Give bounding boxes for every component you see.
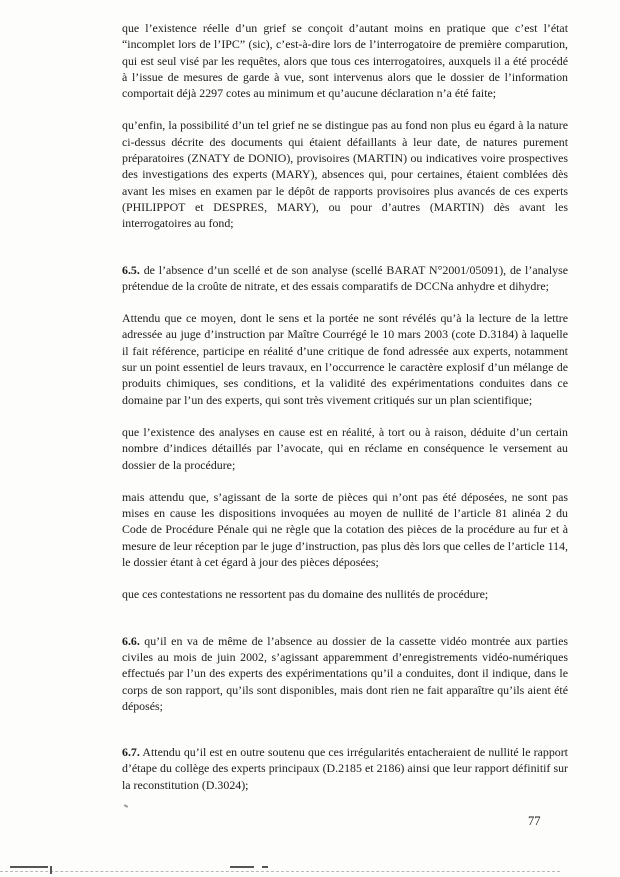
paragraph-1: que l’existence réelle d’un grief se conçoit d’autant moins en pratique que c’est l’état “incomplet lors de l’IPC” (sic), c’est-à-dire lors de l’interrogatoire de première comparution, qui est seul visé par les requêtes, alors que tous ces interrogatoires, auxquels il a été procédé à l’issue de mesures de garde à vue, sont intervenus alors que le dossier de l’information comportait déjà 2297 cotes au minimum et qu’aucune déclaration n’a été faite;: [122, 21, 568, 101]
scan-artifact: [230, 866, 254, 868]
paragraph-5: que l’existence des analyses en cause est en réalité, à tort ou à raison, déduite d’un certain nombre d’indices détaillés par l’avocate, qui en réclame en conséquence le versement au dossier de la procédure;: [122, 424, 568, 472]
section-6-5: 6.5. de l’absence d’un scellé et de son analyse (scellé BARAT N°2001/05091), de l’analyse prétendue de la croûte de nitrate, et des essais comparatifs de DCCNa anhydre et dihydre;: [122, 262, 568, 293]
document-body: [122, 20, 568, 793]
scan-artifact: [262, 866, 268, 868]
paragraph-4: Attendu que ce moyen, dont le sens et la portée ne sont révélés qu’à la lecture de la lettre adressée au juge d’instruction par Maître Courrégé le 10 mars 2003 (cote D.3184) à laquelle il fait référence, participe en réalité d’une critique de fond adressée aux experts, notamment sur un point essentiel de leurs travaux, en l’occurrence le caractère explosif d’un mélange de produits chimiques, ses conditions, et la validité des expérimentations conduites dans ce domaine par l’un des experts, qui sont très vivement critiqués sur un plan scientifique;: [122, 311, 568, 407]
page-number: 77: [528, 814, 541, 828]
section-6-7: 6.7. Attendu qu’il est en outre soutenu que ces irrégularités entacheraient de nullité le rapport d’étape du collège des experts principaux (D.2185 et 2186) ainsi que leur rapport définitif sur la reconstitution (D.3024);: [122, 745, 568, 792]
scan-artifact: [50, 866, 52, 874]
paragraph-6: mais attendu que, s’agissant de la sorte de pièces qui n’ont pas été déposées, ne sont pas mises en cause les dispositions invoquées au moyen de nullité de l’article 81 alinéa 2 du Code de Procédure Pénale qui ne règle que la cotation des pièces de la procédure au fur et à mesure de leur réception par le juge d’instruction, pas plus dès lors que celles de l’article 114, le dossier étant à cet égard à jour des pièces déposées;: [122, 489, 568, 570]
scan-artifact: [10, 866, 48, 868]
section-number: 6.5.: [122, 262, 140, 277]
paragraph-7: que ces contestations ne ressortent pas du domaine des nullités de procédure;: [122, 587, 489, 602]
scan-speck: [124, 804, 128, 808]
section-number: 6.6.: [122, 633, 140, 648]
section-number: 6.7.: [122, 745, 140, 760]
scan-edge-line: [0, 871, 560, 872]
paragraph-2: qu’enfin, la possibilité d’un tel grief ne se distingue pas au fond non plus eu égard à la nature ci-dessus décrite des documents qui étaient défaillants à leur date, de natures purement préparatoires (ZNATY de DONIO), provisoires (MARTIN) ou indicatives voire prospectives des investigations des experts (MARY), absences qui, pour certaines, étaient comblées dès avant les mises en examen par le dépôt de rapports provisoires plus avancés de ces experts (PHILIPPOT et DESPRES, MARY), ou pour d’autres (MARTIN) dès avant les interrogatoires au fond;: [122, 118, 568, 231]
section-6-6: 6.6. qu’il en va de même de l’absence au dossier de la cassette vidéo montrée aux parties civiles au mois de juin 2002, s’agissant apparemment d’enregistrements vidéo-numériques effectués par l’un des experts des expérimentations qu’il a conduites, dont il indique, dans le corps de son rapport, qu’ils sont disponibles, mais dont rien ne fait apparaître qu’ils aient été déposés;: [122, 633, 568, 713]
